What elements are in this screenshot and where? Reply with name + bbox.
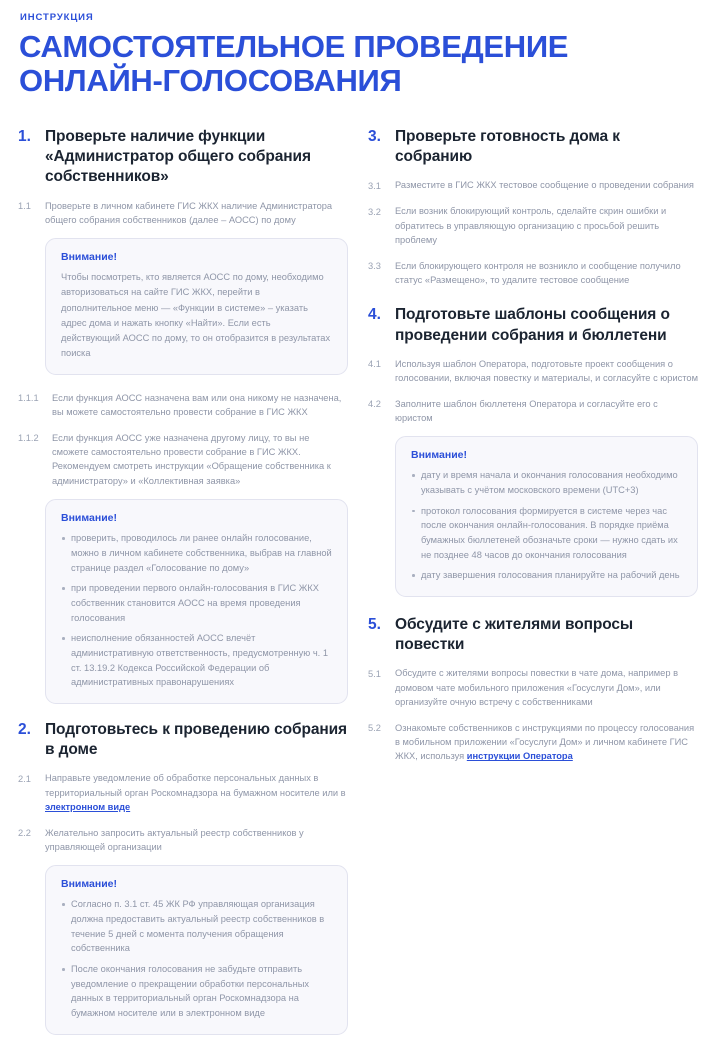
item-3-3-text: Если блокирующего контроля не возникло и сообщение получило статус «Размещено», то удалите тестовое сообщение bbox=[395, 260, 681, 285]
attention-callout-3 bbox=[45, 865, 348, 1035]
callout-4-wrapper bbox=[368, 436, 698, 597]
step-1-number: 1. bbox=[18, 128, 31, 146]
callout-2-bullet: неисполнение обязанностей АОСС влечёт административную ответственность, предусмотренную ч. 1 ст. 13.19.2 Кодекса Российской Федерации об административных правонарушениях bbox=[61, 631, 332, 690]
callout-2-bullet: при проведении первого онлайн-голосования в ГИС ЖКХ собственник становится АОСС на время проведения голосования bbox=[61, 581, 332, 625]
step-2-title: Подготовьтесь к проведению собрания в доме bbox=[45, 721, 347, 759]
right-column bbox=[368, 127, 698, 1051]
step-2 bbox=[18, 720, 348, 1035]
callout-4-bullet: дату и время начала и окончания голосования необходимо указывать с учётом московского времени (UTC+3) bbox=[411, 468, 682, 497]
callout-1-wrapper bbox=[18, 238, 348, 374]
content-columns bbox=[18, 127, 698, 1051]
item-2-2 bbox=[18, 826, 348, 855]
callout-3-wrapper bbox=[18, 865, 348, 1035]
item-1-1-2-number: 1.1.2 bbox=[18, 433, 39, 444]
attention-callout-4 bbox=[395, 436, 698, 597]
item-4-1-text: Используя шаблон Оператора, подготовьте проект сообщения о голосовании, включая повестку и материалы, и согласуйте с юристом bbox=[395, 358, 698, 384]
item-3-2-number: 3.2 bbox=[368, 206, 381, 217]
callout-3-list bbox=[61, 897, 332, 1021]
callout-3-title: Внимание! bbox=[61, 878, 117, 891]
step-4-number: 4. bbox=[368, 306, 381, 324]
step-1-title: Проверьте наличие функции «Администратор общего собрания собственников» bbox=[45, 128, 311, 186]
item-5-2-text-body: Ознакомьте собственников с инструкциями по процессу голосования в мобильном приложении «Госуслуги Дом» и личном кабинете ГИС ЖКХ, используя bbox=[395, 722, 695, 762]
attention-callout-1 bbox=[45, 238, 348, 374]
callout-3-bullet: После окончания голосования не забудьте отправить уведомление о прекращении обработки персональных данных в территориальный орган Роскомнадзора на бумажном носителе или в электронном виде bbox=[61, 962, 332, 1021]
step-3-title: Проверьте готовность дома к собранию bbox=[395, 128, 620, 166]
operator-instructions-link[interactable]: инструкции Оператора bbox=[466, 751, 573, 762]
item-5-1-number: 5.1 bbox=[368, 668, 381, 679]
item-5-1 bbox=[368, 666, 698, 709]
page-title: САМОСТОЯТЕЛЬНОЕ ПРОВЕДЕНИЕ ОНЛАЙН-ГОЛОСОВАНИЯ bbox=[19, 29, 569, 99]
item-3-3-number: 3.3 bbox=[368, 261, 381, 272]
electronic-form-link[interactable]: электронном виде bbox=[45, 802, 131, 813]
step-4-heading bbox=[368, 305, 698, 345]
item-5-1-text: Обсудите с жителями вопросы повестки в чате дома, например в домовом чате мобильного приложения «Госуслуги Дом», или организуйте очную встречу с собственниками bbox=[395, 668, 679, 708]
callout-2-title: Внимание! bbox=[61, 512, 117, 525]
callout-1-title: Внимание! bbox=[61, 251, 117, 264]
step-5-number: 5. bbox=[368, 616, 381, 634]
step-1 bbox=[18, 127, 348, 704]
attention-callout-2 bbox=[45, 499, 348, 704]
callout-2-bullet: проверить, проводилось ли ранее онлайн голосование, можно в личном кабинете собственника, выбрав на главной странице раздел «Голосование по дому» bbox=[61, 531, 332, 575]
item-1-1-2 bbox=[18, 431, 348, 489]
step-5-heading bbox=[368, 615, 698, 655]
item-1-1-1-text: Если функция АОСС назначена вам или она никому не назначена, вы можете самостоятельно провести собрание в ГИС ЖКХ bbox=[52, 392, 342, 418]
step-3-number: 3. bbox=[368, 128, 381, 146]
item-2-1 bbox=[18, 771, 348, 814]
item-1-1-2-text: Если функция АОСС уже назначена другому лицу, то вы не сможете самостоятельно провести собрание в ГИС ЖКХ. Рекомендуем смотреть инструкции «Обращение собственника к администратору» и «Коллективная заявка» bbox=[52, 432, 331, 486]
item-2-1-text bbox=[45, 771, 348, 814]
callout-3-bullet: Согласно п. 3.1 ст. 45 ЖК РФ управляющая организация должна предоставить актуальный реестр собственников в течение 5 дней с момента получения обращения собственника bbox=[61, 897, 332, 956]
item-3-2-text: Если возник блокирующий контроль, сделайте скрин ошибки и обратитесь в управляющую организацию с просьбой решить проблему bbox=[395, 206, 667, 246]
item-4-1 bbox=[368, 357, 698, 386]
item-5-2-number: 5.2 bbox=[368, 723, 381, 734]
item-3-3 bbox=[368, 259, 698, 288]
item-2-1-number: 2.1 bbox=[18, 773, 31, 784]
item-4-2-text: Заполните шаблон бюллетеня Оператора и согласуйте его с юристом bbox=[395, 398, 658, 423]
step-2-number: 2. bbox=[18, 721, 31, 739]
callout-4-list bbox=[411, 468, 682, 583]
item-1-1-1 bbox=[18, 391, 348, 420]
item-5-2 bbox=[368, 721, 698, 764]
callout-1-text: Чтобы посмотреть, кто является АОСС по дому, необходимо авторизоваться на сайте ГИС ЖКХ, перейти в дополнительное меню — «Функции в системе» – указать адрес дома и нажать кнопку «Найти». Если есть действующий АОСС по дому, то он отобразится в результатах поиска bbox=[61, 272, 331, 358]
left-column bbox=[18, 127, 348, 1051]
item-1-1 bbox=[18, 199, 348, 228]
callout-4-bullet: дату завершения голосования планируйте на рабочий день bbox=[411, 568, 682, 583]
item-2-1-text-body: Направьте уведомление об обработке персональных данных в территориальный орган Роскомнадзора на бумажном носителе или в bbox=[45, 773, 346, 798]
step-3-heading bbox=[368, 127, 698, 167]
step-1-heading bbox=[18, 127, 348, 187]
callout-2-wrapper bbox=[18, 499, 348, 704]
step-5-title: Обсудите с жителями вопросы повестки bbox=[395, 616, 634, 654]
step-4 bbox=[368, 305, 698, 597]
item-1-1-1-number: 1.1.1 bbox=[18, 393, 39, 404]
item-5-2-text bbox=[395, 721, 698, 764]
callout-4-title: Внимание! bbox=[411, 449, 467, 462]
step-5 bbox=[368, 615, 698, 764]
item-3-2 bbox=[368, 204, 698, 247]
callout-2-list bbox=[61, 531, 332, 690]
item-1-1-number: 1.1 bbox=[18, 201, 31, 212]
callout-4-bullet: протокол голосования формируется в системе через час после окончания онлайн-голосования. В порядке приёма бумажных бюллетеней обозначьте сроки — нужно сдать их не позднее 48 часов до окончания голосования bbox=[411, 504, 682, 563]
item-2-2-number: 2.2 bbox=[18, 828, 31, 839]
item-2-2-text: Желательно запросить актуальный реестр собственников у управляющей организации bbox=[45, 827, 304, 852]
item-4-1-number: 4.1 bbox=[368, 359, 381, 370]
item-3-1-text: Разместите в ГИС ЖКХ тестовое сообщение о проведении собрания bbox=[395, 180, 694, 191]
step-2-heading bbox=[18, 720, 348, 760]
step-3 bbox=[368, 127, 698, 287]
item-4-2 bbox=[368, 397, 698, 426]
item-3-1 bbox=[368, 178, 698, 193]
item-1-1-text: Проверьте в личном кабинете ГИС ЖКХ наличие Администратора общего собрания собственников (далее – АОСС) по дому bbox=[45, 200, 333, 226]
eyebrow-label: ИНСТРУКЦИЯ bbox=[20, 12, 94, 23]
item-4-2-number: 4.2 bbox=[368, 399, 381, 409]
item-3-1-number: 3.1 bbox=[368, 180, 381, 191]
step-4-title: Подготовьте шаблоны сообщения о проведении собрания и бюллетени bbox=[395, 306, 670, 344]
